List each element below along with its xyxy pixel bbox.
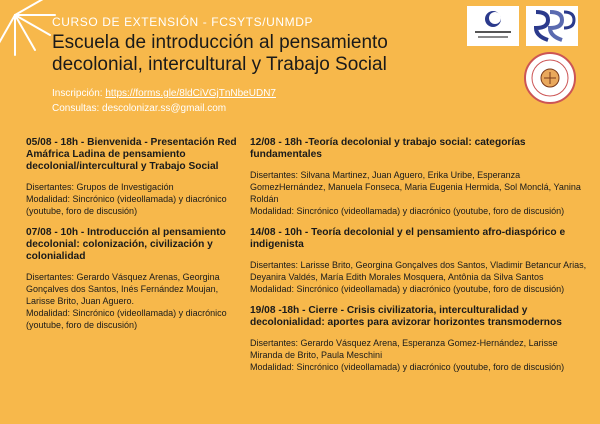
unmdp-logo — [467, 6, 519, 46]
inscripcion-row — [52, 86, 276, 101]
session-title: 14/08 - 10h - Teoría decolonial y el pensamiento afro-diaspórico e indigenista — [250, 227, 566, 250]
session-speakers: Disertantes: Gerardo Vásquez Arenas, Georgina Gonçalves dos Santos, Inés Fernández Moujan, Larisse Brito, Juan Aguero. — [26, 272, 220, 306]
unmdp-logo-graphic — [467, 6, 519, 46]
title-line-1: Escuela de introducción al pensamiento — [52, 32, 388, 53]
descolonizar-seal-logo — [524, 52, 576, 104]
session-modality: Modalidad: Sincrónico (videollamada) y diacrónico (youtube, foro de discusión) — [250, 362, 565, 372]
course-label: CURSO DE EXTENSIÓN - FCSYTS/UNMDP — [52, 15, 314, 29]
sun-decoration — [0, 0, 60, 60]
session-speakers: Disertantes: Gerardo Vásquez Arena, Esperanza Gomez-Hernández, Larisse Miranda de Brito, Paula Meschini — [250, 338, 558, 360]
seal-graphic — [526, 54, 574, 102]
session-19-08 — [250, 305, 590, 373]
inscripcion-label: Inscripción: — [52, 88, 103, 99]
session-12-08 — [250, 137, 590, 217]
session-speakers: Disertantes: Larisse Brito, Georgina Gonçalves dos Santos, Vladimir Betancur Arias, Deyanira Valdés, María Edith Morales Mosquera, Antônia da Silva Santos — [250, 260, 587, 282]
session-05-08 — [26, 137, 246, 217]
fcsyts-logo-graphic — [526, 6, 578, 46]
session-title: 05/08 - 18h - Bienvenida - Presentación Red Amáfrica Ladina de pensamiento decolonial/intercultural y Trabajo Social — [26, 137, 237, 172]
session-modality: Modalidad: Sincrónico (videollamada) y diacrónico (youtube, foro de discusión) — [26, 308, 227, 330]
session-speakers: Disertantes: Grupos de Investigación — [26, 182, 174, 192]
session-07-08 — [26, 227, 246, 331]
inscripcion-link[interactable]: https://forms.gle/8ldCiVGjTnNbeUDN7 — [105, 88, 276, 99]
session-speakers: Disertantes: Silvana Martinez, Juan Aguero, Erika Uribe, Esperanza GomezHernández, Manuela Fonseca, Maria Eugenia Hermida, Sol Monclá, Yanina Roldán — [250, 170, 581, 204]
session-modality: Modalidad: Sincrónico (videollamada) y diacrónico (youtube, foro de discusión) — [26, 194, 227, 216]
contact-info — [52, 86, 276, 116]
left-column — [26, 137, 246, 341]
fcsyts-logo — [526, 6, 578, 46]
session-modality: Modalidad: Sincrónico (videollamada) y diacrónico (youtube, foro de discusión) — [250, 206, 565, 216]
right-column — [250, 137, 590, 383]
session-modality: Modalidad: Sincrónico (videollamada) y diacrónico (youtube, foro de discusión) — [250, 284, 565, 294]
session-title: 19/08 -18h - Cierre - Crisis civilizatoria, interculturalidad y decolonialidad: aportes para avizorar horizontes transmodernos — [250, 305, 562, 328]
session-title: 12/08 - 18h -Teoría decolonial y trabajo social: categorías fundamentales — [250, 137, 526, 160]
title-line-2: decolonial, intercultural y Trabajo Social — [52, 54, 387, 75]
session-title: 07/08 - 10h - Introducción al pensamiento decolonial: colonización, civilización y colonialidad — [26, 227, 226, 262]
consultas-text: Consultas: descolonizar.ss@gmail.com — [52, 103, 227, 114]
session-14-08 — [250, 227, 590, 295]
page-title — [52, 32, 452, 76]
